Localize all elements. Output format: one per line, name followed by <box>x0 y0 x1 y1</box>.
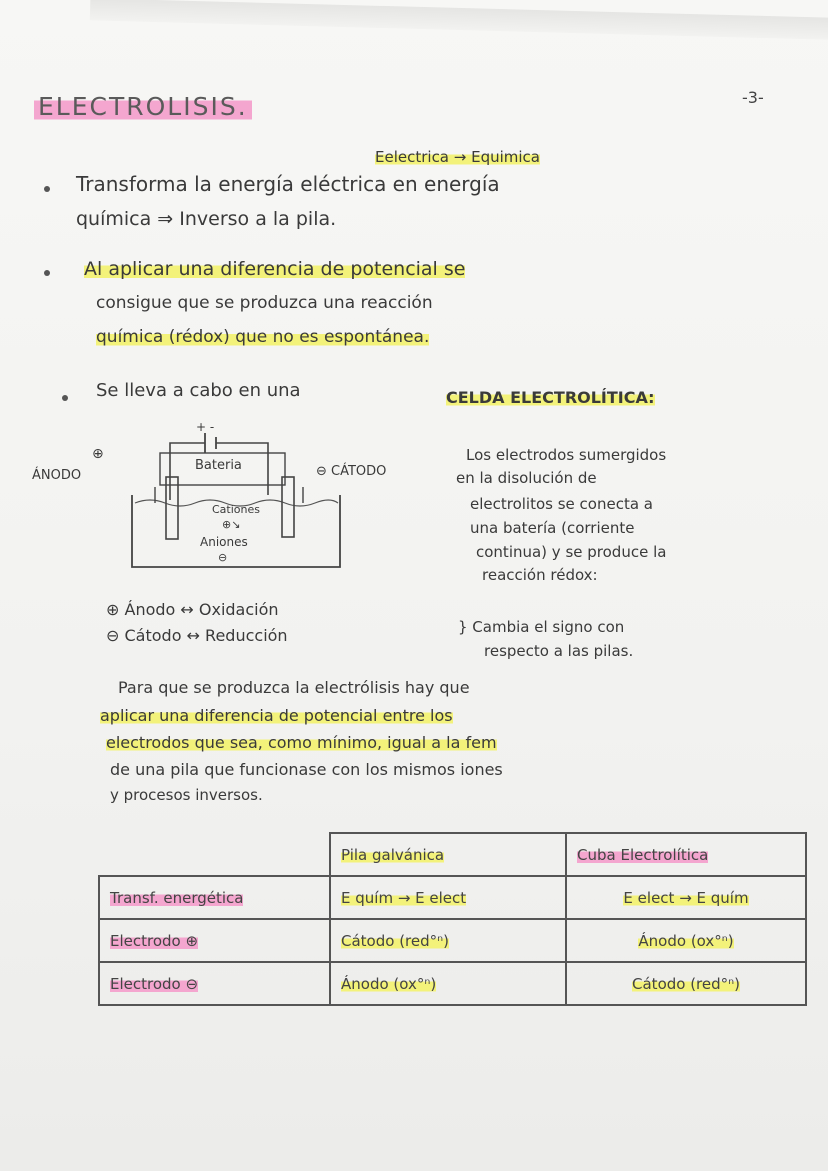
relation-note-1: } Cambia el signo con <box>458 618 625 636</box>
side-note-line: continua) y se produce la <box>476 543 667 561</box>
table-row-label: Electrodo ⊕ <box>99 919 330 962</box>
anions-label: Aniones <box>200 535 248 549</box>
comparison-table <box>98 832 807 1006</box>
paragraph-line: y procesos inversos. <box>110 786 263 804</box>
table-row <box>99 919 806 962</box>
table-row <box>99 876 806 919</box>
paragraph-line: Para que se produzca la electrólisis hay que <box>118 678 470 697</box>
anions-sign: ⊖ <box>218 551 228 564</box>
table-cell: Cátodo (red°ⁿ) <box>566 962 806 1005</box>
bullet-3-text: Se lleva a cabo en una <box>96 380 301 401</box>
bullet-dot-icon <box>44 270 50 276</box>
page-title: ELECTROLISIS. <box>34 92 252 121</box>
table-cell: E elect → E quím <box>566 876 806 919</box>
table-cell: Ánodo (ox°ⁿ) <box>566 919 806 962</box>
bullet-dot-icon <box>62 395 68 401</box>
anode-electrode <box>166 477 178 539</box>
page-fold-shadow <box>90 0 828 40</box>
table-row-label: Electrodo ⊖ <box>99 962 330 1005</box>
anode-label: ÁNODO <box>32 468 82 483</box>
table-row-label: Transf. energética <box>99 876 330 919</box>
relation-cathode: ⊖ Cátodo ↔ Reducción <box>106 626 288 645</box>
side-note-line: electrolitos se conecta a <box>470 495 653 513</box>
relation-note-2: respecto a las pilas. <box>484 642 634 660</box>
table-row <box>99 962 806 1005</box>
battery-terminals: + - <box>196 420 215 434</box>
table-cell: E quím → E elect <box>330 876 566 919</box>
bullet-dot-icon <box>44 186 50 192</box>
celda-electrolitica-label: CELDA ELECTROLÍTICA: <box>446 388 655 407</box>
cathode-electrode <box>282 477 294 537</box>
paragraph-line: de una pila que funcionase con los mismos iones <box>110 760 503 779</box>
battery-label: Bateria <box>195 458 242 473</box>
table-header-cuba: Cuba Electrolítica <box>566 833 806 876</box>
table-header-row <box>99 833 806 876</box>
bullet-2-line-3: química (rédox) que no es espontánea. <box>96 327 430 347</box>
bullet-1-line-2: química ⇒ Inverso a la pila. <box>76 208 337 230</box>
page-number: -3- <box>742 88 764 107</box>
electrolytic-cell-diagram <box>20 415 440 585</box>
side-note-line: una batería (corriente <box>470 519 635 537</box>
subtitle: Eelectrica → Equimica <box>375 148 540 166</box>
side-note-line: reacción rédox: <box>482 566 598 584</box>
cathode-label: ⊖ CÁTODO <box>316 464 387 479</box>
paragraph-line: aplicar una diferencia de potencial entre los <box>100 706 453 725</box>
cations-sign: ⊕↘ <box>222 518 241 531</box>
side-note-line: en la disolución de <box>456 469 597 487</box>
bullet-2-line-1: Al aplicar una diferencia de potencial se <box>84 258 466 280</box>
paragraph-line: electrodos que sea, como mínimo, igual a la fem <box>106 733 497 752</box>
bullet-2-line-2: consigue que se produzca una reacción <box>96 293 433 313</box>
table-cell: Ánodo (ox°ⁿ) <box>330 962 566 1005</box>
side-note-line: Los electrodos sumergidos <box>466 446 667 464</box>
relation-anode: ⊕ Ánodo ↔ Oxidación <box>106 600 279 619</box>
anode-sign-icon: ⊕ <box>92 446 104 462</box>
table-header-pila: Pila galvánica <box>330 833 566 876</box>
cations-label: Cationes <box>212 503 260 516</box>
table-cell: Cátodo (red°ⁿ) <box>330 919 566 962</box>
bullet-1-line-1: Transforma la energía eléctrica en energía <box>76 172 500 196</box>
